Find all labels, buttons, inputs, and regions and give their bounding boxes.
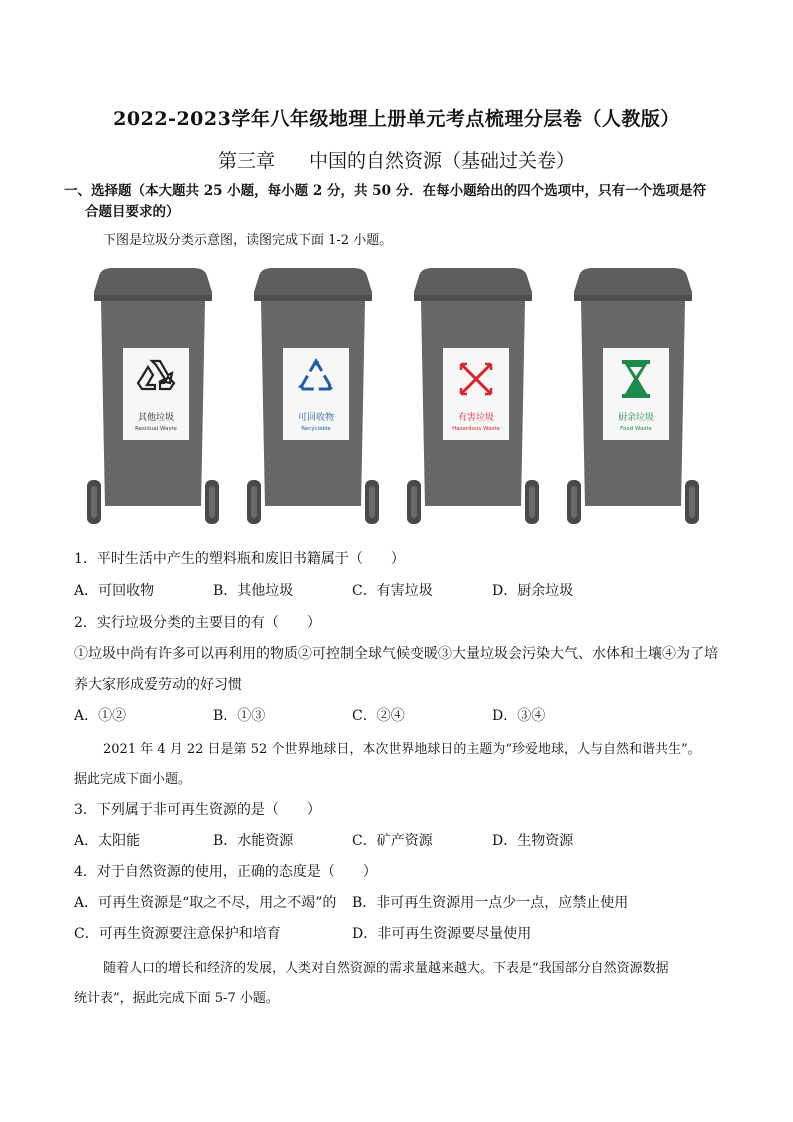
- section-heading-line1: 一、选择题（本大题共 25 小题，每小题 2 分，共 50 分．在每小题给出的四个选项中，只有一个选项是符: [64, 183, 707, 199]
- chapter-heading: [0, 146, 793, 173]
- bin-label-en: Food Waste: [620, 426, 652, 432]
- q4-option-b[interactable]: B．非可再生资源用一点少一点，应禁止使用: [352, 895, 629, 911]
- q2-option-b[interactable]: B．①③: [213, 708, 266, 724]
- bin-label-en: Residual Waste: [135, 426, 177, 432]
- chapter-subtitle: 中国的自然资源（基础过关卷）: [309, 150, 576, 172]
- intro-question-5-7-line2: 统计表”，据此完成下面 5-7 小题。: [74, 991, 279, 1006]
- bin-food-waste: [567, 268, 699, 524]
- q1-option-a[interactable]: A．可回收物: [74, 583, 155, 599]
- document-title: 2022-2023学年八年级地理上册单元考点梳理分层卷（人教版）: [113, 108, 680, 130]
- question-3-stem: 3．下列属于非可再生资源的是（ ）: [74, 802, 321, 818]
- question-1-stem: 1．平时生活中产生的塑料瓶和废旧书籍属于（ ）: [74, 551, 405, 567]
- bin-recyclable: [247, 268, 379, 524]
- q4-option-c[interactable]: C．可再生资源要注意保护和培育: [74, 926, 281, 942]
- q3-option-d[interactable]: D．生物资源: [492, 833, 574, 849]
- intro-question-5-7-line1: 随着人口的增长和经济的发展，人类对自然资源的需求量越来越大。下表是“我国部分自然资源数据: [103, 961, 669, 976]
- bin-label-cn: 厨余垃圾: [617, 413, 655, 423]
- q2-option-d[interactable]: D．③④: [492, 708, 546, 724]
- bin-residual-waste: [87, 268, 219, 524]
- q1-option-b[interactable]: B．其他垃圾: [213, 583, 294, 599]
- chapter-number: 第三章: [217, 150, 275, 172]
- q3-option-b[interactable]: B．水能资源: [213, 833, 294, 849]
- q2-option-c[interactable]: C．②④: [352, 708, 405, 724]
- q1-option-d[interactable]: D．厨余垃圾: [492, 583, 574, 599]
- bin-label-cn: 其他垃圾: [137, 413, 175, 423]
- q3-option-a[interactable]: A．太阳能: [74, 833, 141, 849]
- bin-label-cn: 有害垃圾: [457, 413, 495, 423]
- bin-label-en: Recyclable: [301, 426, 331, 432]
- q4-option-d[interactable]: D．非可再生资源要尽量使用: [352, 926, 532, 942]
- bin-hazardous-waste: [407, 268, 539, 524]
- intro-question-3-4-line1: 2021 年 4 月 22 日是第 52 个世界地球日，本次世界地球日的主题为“珍爱地球，人与自然和谐共生”。: [103, 742, 701, 757]
- section-heading-line2: 合题目要求的）: [85, 204, 180, 220]
- garbage-sorting-figure: [85, 268, 705, 526]
- q3-option-c[interactable]: C．矿产资源: [352, 833, 433, 849]
- intro-question-1-2: 下图是垃圾分类示意图，读图完成下面 1-2 小题。: [103, 233, 393, 248]
- bin-label-cn: 可回收物: [297, 413, 335, 423]
- bin-label-en: Hazardous Waste: [452, 426, 500, 432]
- question-4-stem: 4．对于自然资源的使用，正确的态度是（ ）: [74, 864, 377, 880]
- q2-option-a[interactable]: A．①②: [74, 708, 127, 724]
- question-2-statements-line1: ①垃圾中尚有许多可以再利用的物质②可控制全球气候变暖③大量垃圾会污染大气、水体和土壤④为了培: [74, 646, 718, 662]
- question-2-statements-line2: 养大家形成爱劳动的好习惯: [74, 677, 242, 693]
- intro-question-3-4-line2: 据此完成下面小题。: [74, 772, 192, 787]
- q1-option-c[interactable]: C．有害垃圾: [352, 583, 433, 599]
- question-2-stem: 2．实行垃圾分类的主要目的有（ ）: [74, 615, 321, 631]
- q4-option-a[interactable]: A．可再生资源是“取之不尽，用之不竭”的: [74, 895, 337, 911]
